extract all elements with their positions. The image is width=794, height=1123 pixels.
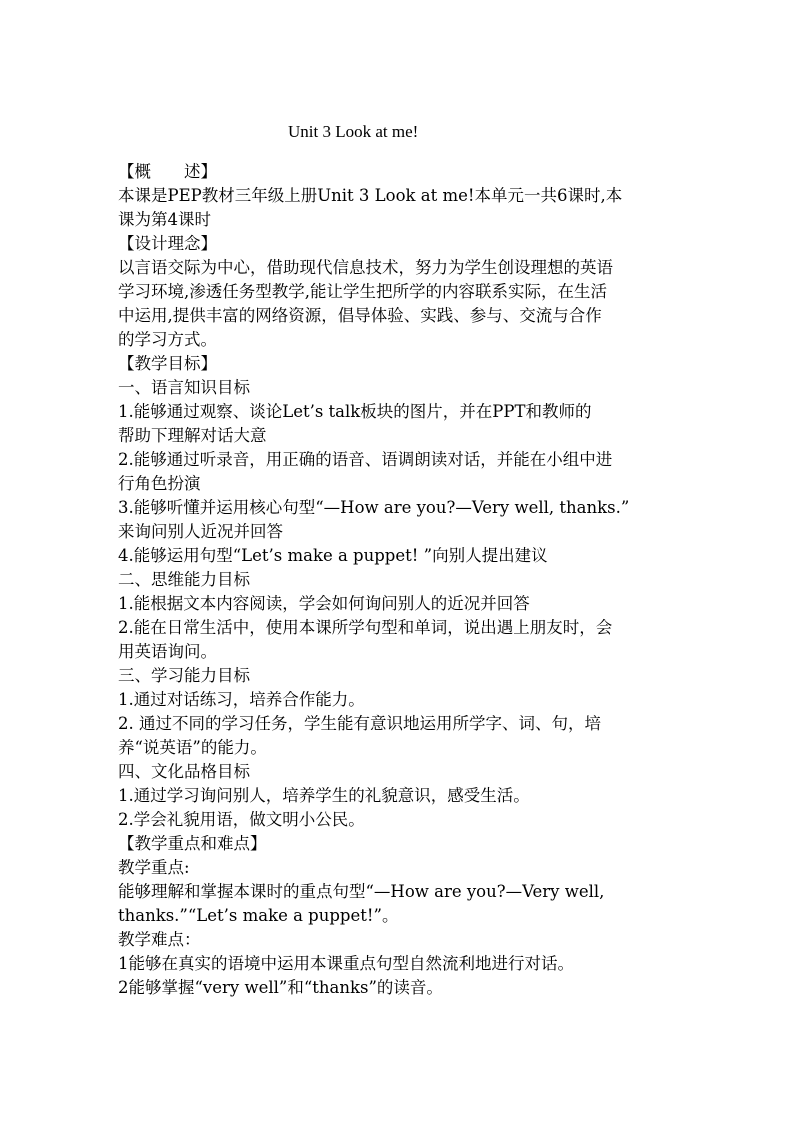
key-difficult-heading: 【教学重点和难点】 <box>118 834 267 853</box>
goal-section-heading: 二、思维能力目标 <box>118 570 250 589</box>
goal-item-line: 用英语询问。 <box>118 642 217 661</box>
key-points-line: thanks.”“Let’s make a puppet!”。 <box>118 906 399 925</box>
key-points-label: 教学重点: <box>118 858 190 877</box>
goals-heading: 【教学目标】 <box>118 354 217 373</box>
goal-item-line: 3.能够听懂并运用核心句型“—How are you?—Very well, thanks.” <box>118 498 630 517</box>
goal-item-line: 1.能根据文本内容阅读，学会如何询问别人的近况并回答 <box>118 594 530 613</box>
goal-item-line: 行角色扮演 <box>118 474 201 493</box>
goal-section-heading: 一、语言知识目标 <box>118 378 250 397</box>
overview-text-line: 本课是PEP教材三年级上册Unit 3 Look at me!本单元一共6课时,本 <box>118 186 623 205</box>
document-title: Unit 3 Look at me! <box>288 122 419 141</box>
design-text-line: 以言语交际为中心，借助现代信息技术，努力为学生创设理想的英语 <box>118 258 613 277</box>
design-text-line: 的学习方式。 <box>118 330 217 349</box>
overview-text-line: 课为第4课时 <box>118 210 211 229</box>
goal-item-line: 2.能在日常生活中，使用本课所学句型和单词，说出遇上朋友时，会 <box>118 618 613 637</box>
goal-item-line: 4.能够运用句型“Let’s make a puppet! ”向别人提出建议 <box>118 546 548 565</box>
goal-item-line: 养“说英语”的能力。 <box>118 738 267 757</box>
document-body <box>118 120 703 1000</box>
design-text-line: 学习环境,渗透任务型教学,能让学生把所学的内容联系实际，在生活 <box>118 282 607 301</box>
difficult-points-label: 教学难点： <box>118 930 201 949</box>
goal-section-heading: 四、文化品格目标 <box>118 762 250 781</box>
key-points-line: 能够理解和掌握本课时的重点句型“—How are you?—Very well, <box>118 882 605 901</box>
goal-item-line: 2. 通过不同的学习任务，学生能有意识地运用所学字、词、句，培 <box>118 714 601 733</box>
design-heading: 【设计理念】 <box>118 234 217 253</box>
goal-item-line: 1.通过对话练习，培养合作能力。 <box>118 690 365 709</box>
goal-item-line: 来询问别人近况并回答 <box>118 522 283 541</box>
goal-section-heading: 三、学习能力目标 <box>118 666 250 685</box>
design-text-line: 中运用,提供丰富的网络资源，倡导体验、实践、参与、交流与合作 <box>118 306 602 325</box>
goal-item-line: 2.学会礼貌用语，做文明小公民。 <box>118 810 365 829</box>
goal-item-line: 帮助下理解对话大意 <box>118 426 267 445</box>
goal-item-line: 1.能够通过观察、谈论Let’s talk板块的图片，并在PPT和教师的 <box>118 402 592 421</box>
goal-item-line: 2.能够通过听录音，用正确的语音、语调朗读对话，并能在小组中进 <box>118 450 613 469</box>
difficult-points-line: 2能够掌握“very well”和“thanks”的读音。 <box>118 978 443 997</box>
overview-heading: 【概 述】 <box>118 162 217 181</box>
difficult-points-line: 1能够在真实的语境中运用本课重点句型自然流利地进行对话。 <box>118 954 574 973</box>
goal-item-line: 1.通过学习询问别人，培养学生的礼貌意识，感受生活。 <box>118 786 530 805</box>
